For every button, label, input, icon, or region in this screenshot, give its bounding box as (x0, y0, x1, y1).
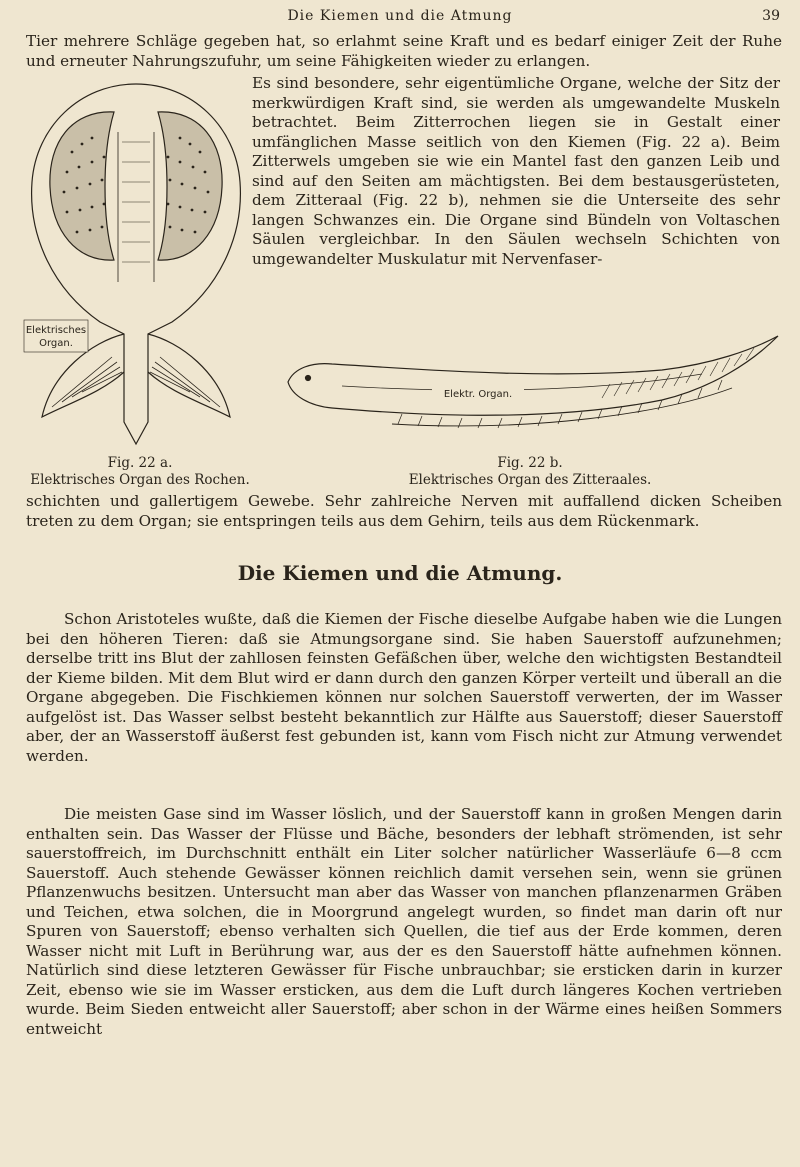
figure-22b-text: Elektrisches Organ des Zitteraales. (408, 472, 652, 488)
figure-22b-number: Fig. 22 b. (497, 455, 563, 471)
paragraph-nerves: schichten und gallertigem Gewebe. Sehr zahlreiche Nerven mit auffallend dicken Scheiben treten zu dem Organ; sie entspringen teils aus dem Gehirn, teils aus dem Rückenmark. (26, 492, 782, 530)
paragraph-oxygen-in-water: Die meisten Gase sind im Wasser löslich, und der Sauerstoff kann in großen Mengen darin enthalten sein. Das Wasser der Flüsse und Bäche, besonders der lebhaft strömenden, ist sehr sauerstoffreich, im Durchschnitt enthält ein Liter solcher natürlicher Wasserläufe 6—8 ccm Sauerstoff. Auch stehende Gewässer können reichlich damit versehen sein, wenn sie grünen Pflanzenwuchs besitzen. Untersucht man aber das Wasser von manchen pflanzenarmen Gräben und Teichen, etwa solchen, die in Moorgrund angelegt wurden, so findet man darin oft nur Spuren von Sauerstoff; ebenso verhalten sich Quellen, die tief aus der Erde kommen, deren Wasser nicht mit Luft in Berührung war, aus der es den Sauerstoff hätte aufnehmen können. Natürlich sind diese letzteren Gewässer für Fische unbrauchbar; sie ersticken darin in kurzer Zeit, ebenso wie sie im Wasser ersticken, aus dem die Luft durch längeres Kochen vertrieben wurde. Beim Sieden entweicht aller Sauerstoff; aber schon in der Wärme eines heißen Sommers entweicht (26, 805, 782, 1038)
running-head: Die Kiemen und die Atmung (287, 8, 513, 24)
section-heading: Die Kiemen und die Atmung. (237, 561, 563, 585)
figure-22b-caption (280, 455, 780, 489)
figure-22a-text: Elektrisches Organ des Rochen. (30, 472, 250, 488)
figure-22a-caption (30, 455, 250, 489)
page-number: 39 (762, 8, 780, 24)
figure-22a-organ-label-line1: Elektrisches (25, 325, 87, 336)
figure-22b-organ-label: Elektr. Organ. (443, 389, 513, 400)
figure-22b-electric-eel (282, 328, 782, 448)
paragraph-aristotle: Schon Aristoteles wußte, daß die Kiemen der Fische dieselbe Aufgabe haben wie die Lungen bei den höheren Tieren: daß sie Atmungsorgane sind. Sie haben Sauerstoff aufzunehmen; derselbe tritt ins Blut der zahllosen feinsten Gefäßchen über, welche den wichtigsten Bestandteil der Kieme bilden. Mit dem Blut wird er dann durch den ganzen Körper verteilt und überall an die Organe abgegeben. Die Fischkiemen können nur solchen Sauerstoff verwerten, der im Wasser aufgelöst ist. Das Wasser selbst besteht bekanntlich zur Hälfte aus Sauerstoff; dieser Sauerstoff aber, der an Wasserstoff äußerst fest gebunden ist, kann vom Fisch nicht zur Atmung verwendet werden. (26, 610, 782, 765)
paragraph-organs: Es sind besondere, sehr eigentümliche Organe, welche der Sitz der merkwürdigen Kraft sind, sie werden als umgewandelte Muskeln betrachtet. Beim Zitterrochen liegen sie in Gestalt einer umfänglichen Masse seitlich von den Kiemen (Fig. 22 a). Beim Zitterwels umgeben sie wie ein Mantel fast den ganzen Leib und sind auf den Seiten am mächtigsten. Bei dem bestausgerüsteten, dem Zitteraal (Fig. 22 b), nehmen sie die Unterseite des sehr langen Schwanzes ein. Die Organe sind Bündeln von Voltaschen Säulen vergleichbar. In den Säulen wechseln Schichten von umgewandelter Muskulatur mit Nervenfaser- (252, 74, 780, 268)
paragraph-intro: Tier mehrere Schläge gegeben hat, so erlahmt seine Kraft und es bedarf einiger Zeit der Ruhe und erneuter Nahrungszufuhr, um seine Fähigkeiten wieder zu erlangen. (26, 32, 782, 70)
figure-22a-number: Fig. 22 a. (107, 455, 173, 471)
figure-22a-electric-ray (22, 72, 250, 450)
figure-22a-organ-label-line2: Organ. (39, 338, 73, 349)
